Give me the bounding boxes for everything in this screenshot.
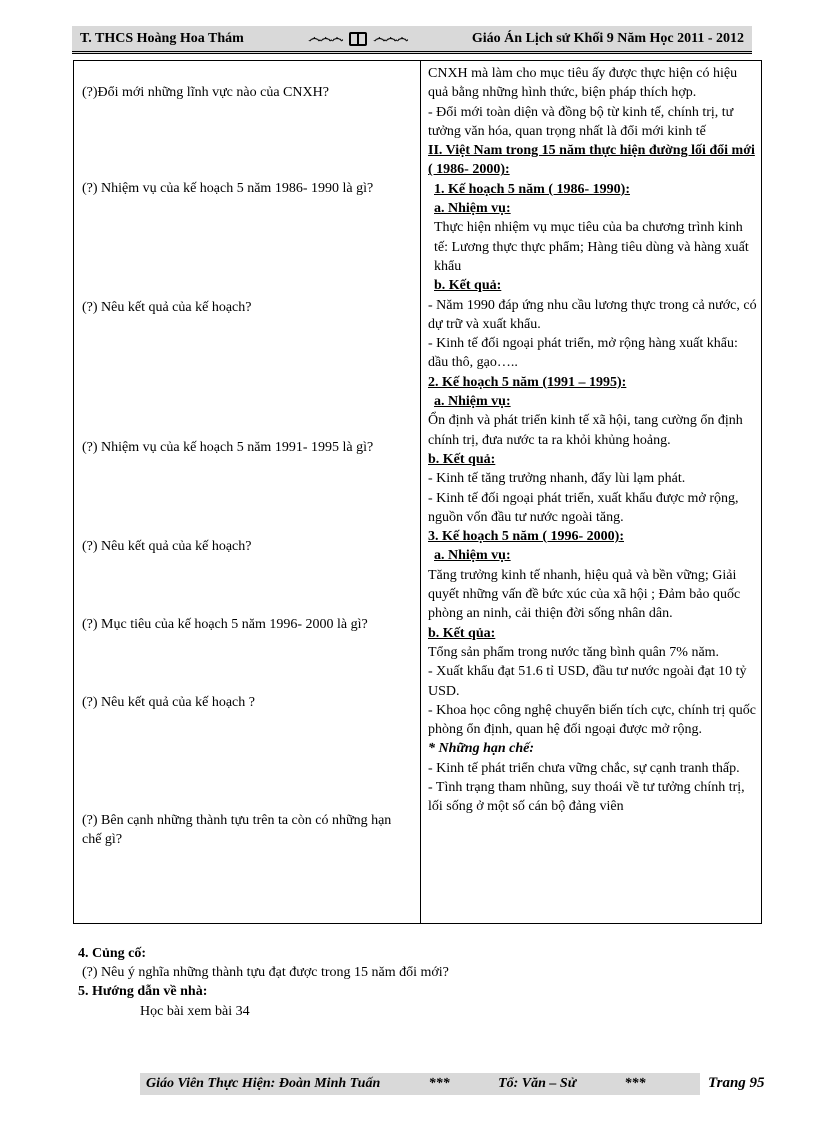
plan-1-task-label: a. Nhiệm vụ: <box>434 201 511 217</box>
section-2-heading: II. Việt Nam trong 15 năm thực hiện đường lối đổi mới ( 1986- 2000): <box>428 143 755 178</box>
question-6: (?) Mục tiêu của kế hoạch 5 năm 1996- 2000 là gì? <box>82 617 368 632</box>
page-header <box>72 26 752 54</box>
header-ornament <box>308 30 407 47</box>
limit-2: - Tình trạng tham nhũng, suy thoái về tư tưởng chính trị, lối sống ở một số cán bộ đảng viên <box>428 779 745 815</box>
plan-3-task-label: a. Nhiệm vụ: <box>434 548 511 564</box>
footer-stars-1: *** <box>428 1076 450 1091</box>
consolidation-question: (?) Nêu ý nghĩa những thành tựu đạt được trong 15 năm đổi mới? <box>82 965 449 980</box>
plan-2-result-2: - Kinh tế đối ngoại phát triển, xuất khẩu được mở rộng, nguồn vốn đầu tư nước ngoài tăng. <box>428 490 739 525</box>
column-divider <box>420 61 421 923</box>
plan-1-result-2: - Kinh tế đối ngoại phát triển, mở rộng hàng xuất khẩu: dầu thô, gạo….. <box>428 336 738 371</box>
answer-column <box>428 64 760 817</box>
limits-heading: * Những hạn chế: <box>428 741 535 757</box>
plan-1-heading: 1. Kế hoạch 5 năm ( 1986- 1990): <box>434 181 630 197</box>
plan-3-heading: 3. Kế hoạch 5 năm ( 1996- 2000): <box>428 529 624 545</box>
answer-intro: CNXH mà làm cho mục tiêu ấy được thực hiện có hiệu quả bằng những hình thức, biện pháp thích hợp. <box>428 66 738 101</box>
book-icon <box>349 32 367 46</box>
plan-2-result-1: - Kinh tế tăng trưởng nhanh, đẩy lùi lạm phát. <box>428 471 686 487</box>
right-ornament-icon: ෴෴෴ <box>373 30 408 45</box>
school-name: T. THCS Hoàng Hoa Thám <box>80 30 244 46</box>
homework-heading: 5. Hướng dẫn về nhà: <box>78 984 208 999</box>
answer-reform: - Đổi mới toàn diện và đồng bộ từ kinh tế, chính trị, tư tưởng văn hóa, quan trọng nhất là đổi mới kinh tế <box>428 104 734 139</box>
plan-3-result-3: - Khoa học công nghệ chuyển biến tích cực, chính trị quốc phòng ổn định, quan hệ đối ngoại được mở rộng. <box>428 702 756 738</box>
question-7: (?) Nêu kết quả của kế hoạch ? <box>82 695 255 710</box>
plan-2-heading: 2. Kế hoạch 5 năm (1991 – 1995): <box>428 374 627 390</box>
page-number: Trang 95 <box>708 1075 765 1091</box>
left-ornament-icon: ෴෴෴ <box>308 30 343 45</box>
question-4: (?) Nhiệm vụ của kế hoạch 5 năm 1991- 1995 là gì? <box>82 440 374 455</box>
plan-3-result-1: Tổng sản phẩm trong nước tăng bình quân 7% năm. <box>428 644 720 660</box>
plan-3-result-2: - Xuất khẩu đạt 51.6 tỉ USD, đầu tư nước ngoài đạt 10 tỷ USD. <box>428 664 747 699</box>
plan-2-result-label: b. Kết quả: <box>428 451 496 467</box>
question-3: (?) Nêu kết quả của kế hoạch? <box>82 300 252 315</box>
question-8: (?) Bên cạnh những thành tựu trên ta còn có những hạn chế gì? <box>82 813 392 847</box>
question-5: (?) Nêu kết quả của kế hoạch? <box>82 539 252 554</box>
plan-2-task-label: a. Nhiệm vụ: <box>434 394 511 410</box>
lesson-plan-title: Giáo Án Lịch sử Khối 9 Năm Học 2011 - 2012 <box>471 30 744 46</box>
question-2: (?) Nhiệm vụ của kế hoạch 5 năm 1986- 1990 là gì? <box>82 181 374 196</box>
plan-3-result-label: b. Kết qủa: <box>428 625 496 641</box>
page-footer <box>140 1073 700 1095</box>
teacher-name: Giáo Viên Thực Hiện: Đoàn Minh Tuấn <box>146 1076 381 1091</box>
question-1: (?)Đổi mới những lĩnh vực nào của CNXH? <box>82 85 329 100</box>
limit-1: - Kinh tế phát triển chưa vững chắc, sự cạnh tranh thấp. <box>428 760 740 776</box>
subject-group: Tổ: Văn – Sử <box>498 1076 577 1091</box>
plan-1-result-label: b. Kết quả: <box>434 278 502 294</box>
plan-1-task: Thực hiện nhiệm vụ mục tiêu của ba chương trình kinh tế: Lương thực thực phẩm; Hàng tiêu dùng và hàng xuất khẩu <box>434 220 749 274</box>
consolidation-heading: 4. Củng cố: <box>78 946 147 961</box>
plan-1-result-1: - Năm 1990 đáp ứng nhu cầu lương thực trong cả nước, có dự trữ và xuất khẩu. <box>428 297 757 332</box>
lesson-table <box>73 60 762 924</box>
plan-2-task: Ổn định và phát triển kinh tế xã hội, tang cường ổn định chính trị, đưa nước ta ra khỏi khủng hoảng. <box>428 413 743 448</box>
plan-3-task: Tăng trưởng kinh tế nhanh, hiệu quả và bền vững; Giải quyết những vấn đề bức xúc của xã hội ; Đảm bảo quốc phòng an ninh, cải thiện đời sống nhân dân. <box>428 567 741 622</box>
footer-stars-2: *** <box>624 1076 646 1091</box>
homework-text: Học bài xem bài 34 <box>140 1004 250 1019</box>
